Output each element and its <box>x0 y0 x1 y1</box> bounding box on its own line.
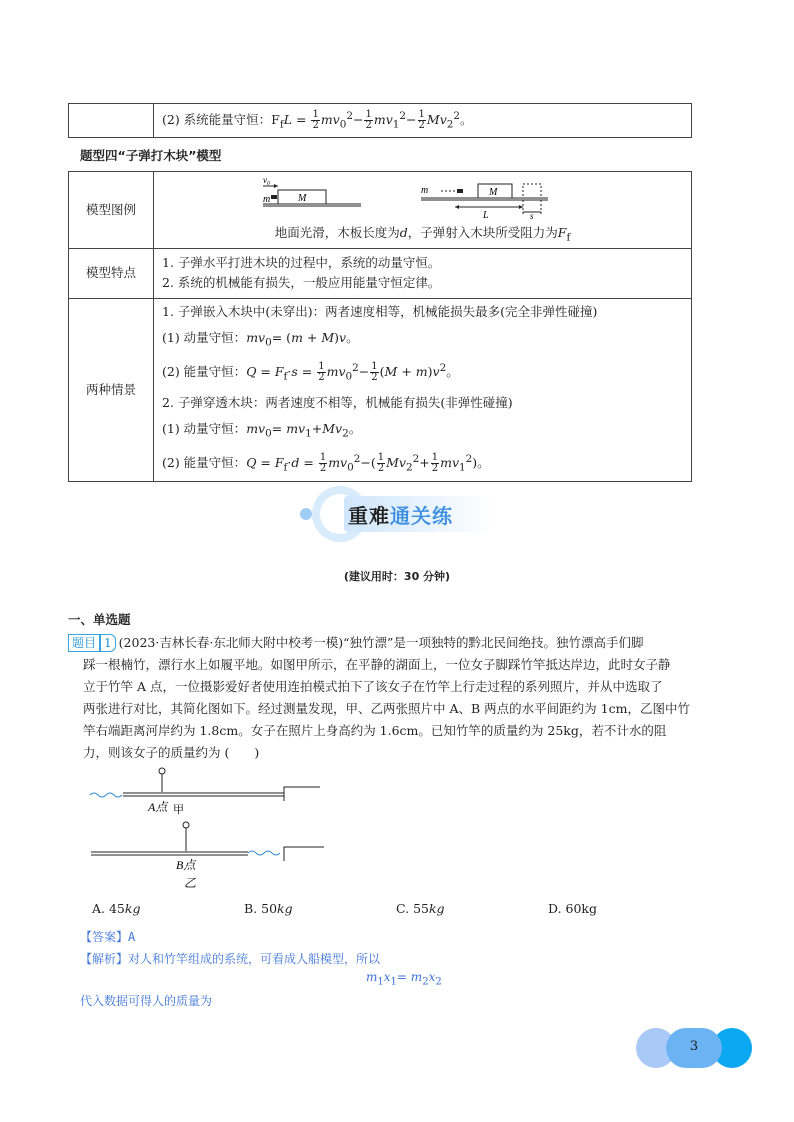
question-text: “独竹漂”是一项独特的黔北民间绝技。独竹漂高手们脚 <box>343 635 644 650</box>
row-label: 模型图例 <box>69 172 154 249</box>
top-row-sub: f <box>279 118 284 131</box>
top-row-tail: L = <box>283 112 307 128</box>
features-cell <box>154 248 692 298</box>
question-number: 1 <box>100 634 116 652</box>
figure-yi-label: 乙 <box>184 876 197 890</box>
row-label: 两种情景 <box>69 298 154 481</box>
section-single-choice: 一、单选题 <box>68 612 131 627</box>
question-text: 力，则该女子的质量约为 ( ) <box>83 745 260 760</box>
answer-line: 【答案】A <box>80 930 136 944</box>
page-number-badge <box>636 1028 752 1068</box>
suggested-time: (建议用时：30 分钟) <box>343 570 451 583</box>
question-1 <box>68 632 718 764</box>
question-text: 竿右端距离河岸约为 1.8cm。女子在照片上身高约为 1.6cm。已知竹竿的质量约为 25kg，若不计水的阻 <box>83 723 667 738</box>
svg-text:L: L <box>482 210 489 220</box>
analysis-line: 【解析】对人和竹竿组成的系统，可看成人船模型，所以 <box>80 952 381 966</box>
fig-v0-label: v₀ <box>262 175 270 185</box>
option-b[interactable]: B. 50kg <box>244 901 293 916</box>
bamboo-raft-figure <box>88 765 328 895</box>
scenario-line: (1) 动量守恒：$mv_0= mv_1+Mv_2$。 <box>162 420 362 440</box>
scenario-line: 2. 子弹穿透木块：两者速度不相等，机械能有损失(非弹性碰撞) <box>162 394 513 410</box>
bullet-block-figure <box>193 174 653 220</box>
row-label: 模型特点 <box>69 248 154 298</box>
top-table <box>68 103 692 138</box>
figure-jia-label: 甲 <box>173 804 184 816</box>
svg-text:s: s <box>529 211 534 220</box>
figure-cell <box>154 172 692 249</box>
top-table-energy-row: (2) 系统能量守恒：$F_fL$ = $\frac{1}{2}$ $mv_0^2-$ $\frac{1}{2}$ $mv_1^2-$ $\frac{1}{2}$ $Mv_2^2$。 <box>154 104 692 138</box>
question-text: 立于竹竿 A 点，一位摄影爱好者使用连拍模式拍下了该女子在竹竿上行走过程的系列照片，并从中选取了 <box>83 679 663 694</box>
fig-m-label: m <box>262 194 270 205</box>
analysis-line-2: 代入数据可得人的质量为 <box>80 994 213 1008</box>
point-a-label: A点 <box>148 800 168 814</box>
analysis-equation: $m_1x_1= m_2x_2$ <box>366 970 442 988</box>
page-number: 3 <box>689 1039 699 1054</box>
scenario-line: (2) 能量守恒：$Q = F_f\cdot s$ = $\frac{1}{2}$ $mv_0^2-$ $\frac{1}{2}$ $(M + m)v^2$。 <box>162 361 459 384</box>
svg-text:m: m <box>420 185 428 196</box>
scenario-line: 1. 子弹嵌入木块中(未穿出)：两者速度相等，机械能损失最多(完全非弹性碰撞) <box>162 303 598 319</box>
feature-line: 2. 系统的机械能有损失，一般应用能量守恒定律。 <box>162 275 441 290</box>
bullet-block-table <box>68 171 692 482</box>
feature-line: 1. 子弹水平打进木块的过程中，系统的动量守恒。 <box>162 255 441 270</box>
scenarios-cell <box>154 298 692 481</box>
option-d[interactable]: D. 60kg <box>548 901 598 916</box>
section-banner <box>300 480 500 550</box>
top-table-label-cell <box>69 104 154 138</box>
option-a[interactable]: A. 45kg <box>92 901 141 916</box>
question-text: 踩一根楠竹，漂行水上如履平地。如图甲所示，在平静的湖面上，一位女子脚踩竹竿抵达岸边，此时女子静 <box>83 657 671 672</box>
point-b-label: B点 <box>176 858 196 872</box>
scenario-line: (1) 动量守恒：$mv_0= (m + M)v$。 <box>162 329 359 348</box>
question-tag: 题目 <box>68 634 100 652</box>
figure-caption: 地面光滑，木板长度为d，子弹射入木块所受阻力为$F_f$ <box>274 225 571 244</box>
svg-text:M: M <box>488 187 497 198</box>
top-row-text: (2) 系统能量守恒：F <box>162 112 280 128</box>
fig-M-label: M <box>297 193 306 204</box>
option-c[interactable]: C. 55kg <box>396 901 445 916</box>
section4-title: 题型四“子弹打木块”模型 <box>80 148 222 163</box>
question-text: 两张进行对比，其简化图如下。经过测量发现，甲、乙两张照片中 A、B 两点的水平间距约为 1cm，乙图中竹 <box>83 701 690 716</box>
question-source: (2023·吉林长春·东北师大附中校考一模) <box>118 635 344 650</box>
banner-title-part1: 重难 <box>348 504 390 528</box>
banner-title-part2: 通关练 <box>390 504 453 528</box>
scenario-line: (2) 能量守恒：$Q = F_f\cdot d$ = $\frac{1}{2}$ $mv_0^2-$( $\frac{1}{2}$ $Mv_2^2+$ $\frac{1}{2}$ $mv_1^2$)。 <box>162 452 490 475</box>
